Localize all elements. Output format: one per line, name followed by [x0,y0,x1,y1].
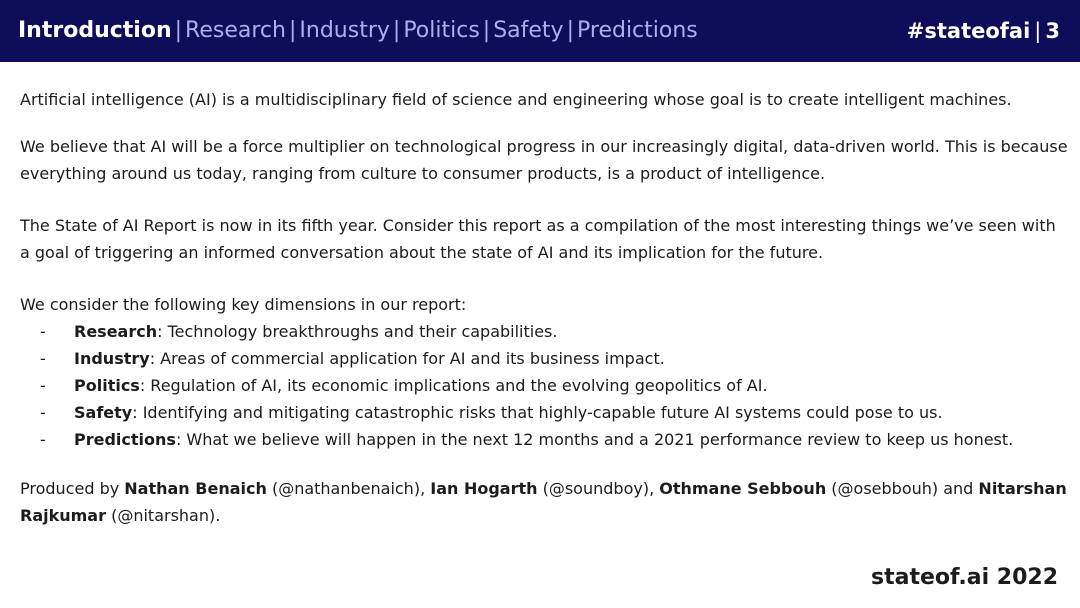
nav-separator: | [482,18,491,43]
nav-separator: | [392,18,401,43]
nav-separator: | [288,18,297,43]
dimensions-intro: We consider the following key dimensions in our report: [20,295,467,314]
author-handle: (@nitarshan). [106,506,221,525]
hashtag: #stateofai [906,19,1031,43]
author-handle: (@osebbouh) and [826,479,979,498]
hashtag-page-number [907,17,1060,45]
bullet-dash: - [40,376,46,395]
dimension-description: : Regulation of AI, its economic implications and the evolving geopolitics of AI. [139,376,768,395]
credits-paragraph [20,475,1068,529]
header-bar [0,0,1080,62]
footer-brand: stateof.ai 2022 [870,565,1058,590]
bullet-dash: - [40,430,46,449]
bullet-dash: - [40,349,46,368]
intro-paragraph-1: Artificial intelligence (AI) is a multidisciplinary field of science and engineering whose goal is to create intelligent machines. [20,90,1012,109]
bullet-dash: - [40,403,46,422]
author-handle: (@soundboy), [537,479,660,498]
list-item [20,372,1068,399]
nav-item-safety[interactable]: Safety [493,18,564,43]
dimensions-list [20,318,1068,453]
slide-body [20,86,1068,529]
list-item [20,426,1068,453]
bullet-dash: - [40,322,46,341]
page-number: 3 [1045,19,1060,43]
author-name: Ian Hogarth [430,479,538,498]
tag-separator: | [1034,19,1042,43]
dimension-description: : What we believe will happen in the next 12 months and a 2021 performance review to keep us honest. [175,430,1014,449]
nav-item-politics[interactable]: Politics [403,18,480,43]
author-name: Nathan Benaich [124,479,267,498]
list-item [20,345,1068,372]
intro-paragraph-3: The State of AI Report is now in its fifth year. Consider this report as a compilation of the most interesting things we’ve seen with a goal of triggering an informed conversation about the state of AI and its implication for the future. [20,216,1056,262]
dimension-name: Safety [74,403,133,422]
dimension-description: : Identifying and mitigating catastrophic risks that highly-capable future AI systems could pose to us. [132,403,943,422]
author-handle: (@nathanbenaich), [266,479,431,498]
list-item [20,318,1068,345]
author-name: Nitarshan Rajkumar [20,479,1067,525]
nav-separator: | [566,18,574,43]
intro-paragraph-2: We believe that AI will be a force multiplier on technological progress in our increasingly digital, data-driven world. This is because everything around us today, ranging from culture to consumer products, is a product of intelligence. [20,137,1068,183]
author-name: Othmane Sebbouh [659,479,827,498]
nav-item-industry[interactable]: Industry [299,18,390,43]
dimension-description: : Technology breakthroughs and their capabilities. [157,322,558,341]
dimension-name: Industry [74,349,150,368]
dimension-name: Politics [74,376,140,395]
dimension-name: Predictions [74,430,176,449]
nav-item-research[interactable]: Research [185,18,286,43]
nav-separator: | [174,18,183,43]
credits-prefix: Produced by [20,479,125,498]
dimension-description: : Areas of commercial application for AI and its business impact. [149,349,665,368]
nav-item-predictions[interactable]: Predictions [577,18,698,43]
nav-item-introduction[interactable]: Introduction [18,18,172,43]
section-nav [18,17,698,45]
dimension-name: Research [74,322,158,341]
list-item [20,399,1068,426]
